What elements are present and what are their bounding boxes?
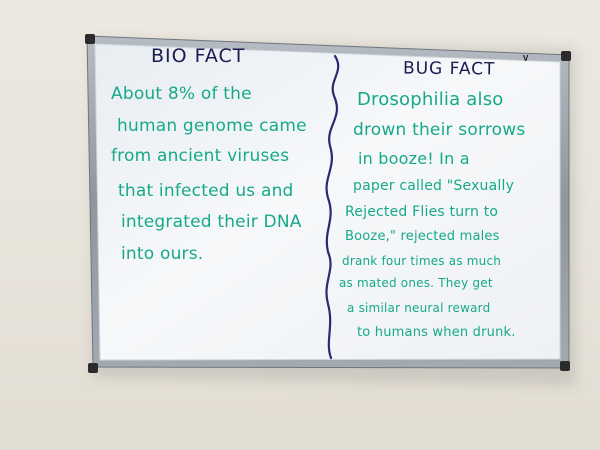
right-line-9: a similar neural reward [347,301,491,315]
left-line-3: from ancient viruses [111,146,290,166]
left-heading: BIO FACT [151,45,246,67]
left-line-6: into ours. [121,244,204,264]
corner-cap-bottom-right [560,361,570,371]
right-line-10: to humans when drunk. [357,325,516,340]
corner-cap-top-right [561,51,571,61]
left-line-4: that infected us and [118,181,294,201]
left-line-1: About 8% of the [111,84,252,104]
corner-cap-bottom-left [88,363,98,373]
right-line-1: Drosophilia also [357,89,504,110]
right-line-7: drank four times as much [342,254,502,268]
board-surface [95,44,560,360]
right-line-6: Booze," rejected males [345,229,500,244]
right-line-2: drown their sorrows [353,120,526,140]
left-line-5: integrated their DNA [121,212,302,232]
corner-cap-top-left [85,34,95,44]
right-heading: BUG FACT [402,58,496,80]
left-line-2: human genome came [117,116,307,136]
brand-logo: V [523,54,529,63]
right-line-8: as mated ones. They get [339,276,493,290]
right-line-5: Rejected Flies turn to [345,204,499,220]
right-line-4: paper called "Sexually [353,178,515,194]
right-line-3: in booze! In a [358,149,470,168]
